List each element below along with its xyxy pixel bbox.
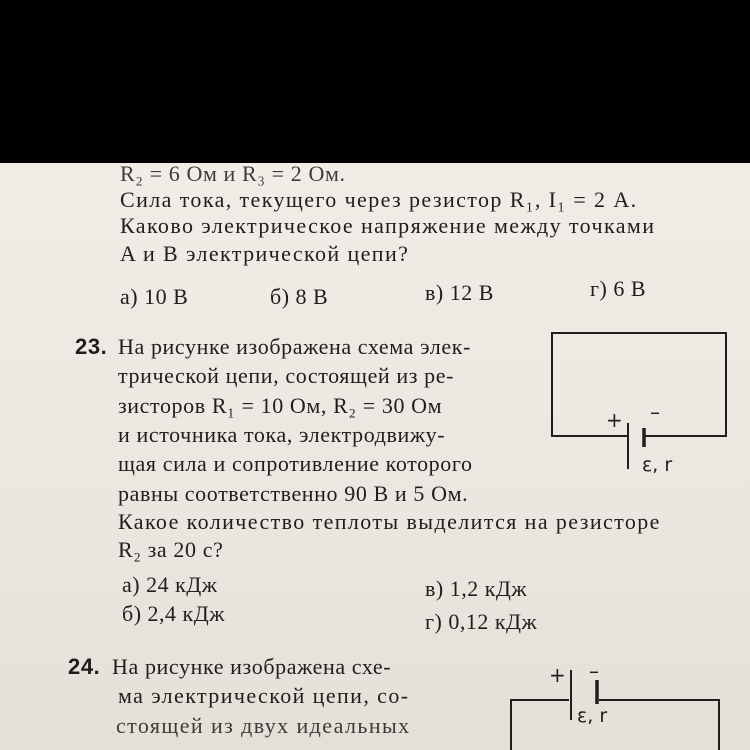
q23-line-7: R₂ за 20 с? xyxy=(118,537,224,562)
q23-number: 23. xyxy=(75,334,108,359)
q24-number: 24. xyxy=(68,654,101,679)
q23-line-0: На рисунке изображена схема элек- xyxy=(118,334,471,359)
q23-wire xyxy=(552,333,726,436)
prev-option-g: г) 6 В xyxy=(590,276,647,301)
q24-emf-label: ε, r xyxy=(577,705,608,727)
q23-minus-sign: – xyxy=(650,400,660,424)
q23-option-g: г) 0,12 кДж xyxy=(425,609,538,634)
q23-option-v: в) 1,2 кДж xyxy=(425,576,528,601)
prev-option-a: а) 10 В xyxy=(120,284,189,309)
textbook-page xyxy=(0,163,750,750)
prev-option-v: в) 12 В xyxy=(425,280,494,305)
q24-wire-right xyxy=(599,700,719,750)
prev-line-0: R₂ = 6 Ом и R₃ = 2 Ом. xyxy=(120,163,346,186)
q23-line-5: равны соответственно 90 В и 5 Ом. xyxy=(118,481,469,506)
q24-circuit-diagram xyxy=(505,660,725,750)
prev-line-2: Каково электрическое напряжение между точками xyxy=(120,213,656,238)
q23-line-1: трической цепи, состоящей из ре- xyxy=(118,363,455,388)
q24-line-2: стоящей из двух идеальных xyxy=(116,713,411,738)
q24-line-0: На рисунке изображена схе- xyxy=(112,654,392,679)
q24-wire xyxy=(511,700,569,750)
prev-line-1: Сила тока, текущего через резистор R₁, I₁ = 2 А. xyxy=(120,187,638,212)
q23-line-4: щая сила и сопротивление которого xyxy=(118,451,473,476)
prev-option-b: б) 8 В xyxy=(270,284,329,309)
q23-option-b: б) 2,4 кДж xyxy=(122,601,225,626)
q23-line-3: и источника тока, электродвижу- xyxy=(118,422,446,447)
q23-emf-label: ε, r xyxy=(642,454,673,476)
q24-line-1: ма электрической цепи, со- xyxy=(118,683,410,708)
prev-line-3: A и B электрической цепи? xyxy=(120,241,410,266)
q23-plus-sign: + xyxy=(606,408,623,432)
q23-circuit-diagram xyxy=(550,331,730,491)
q23-option-a: а) 24 кДж xyxy=(122,572,218,597)
q24-minus-sign: – xyxy=(589,660,599,683)
q23-line-2: зисторов R₁ = 10 Ом, R₂ = 30 Ом xyxy=(118,393,443,418)
q23-line-6: Какое количество теплоты выделится на резисторе xyxy=(118,509,661,534)
q24-plus-sign: + xyxy=(549,663,566,687)
